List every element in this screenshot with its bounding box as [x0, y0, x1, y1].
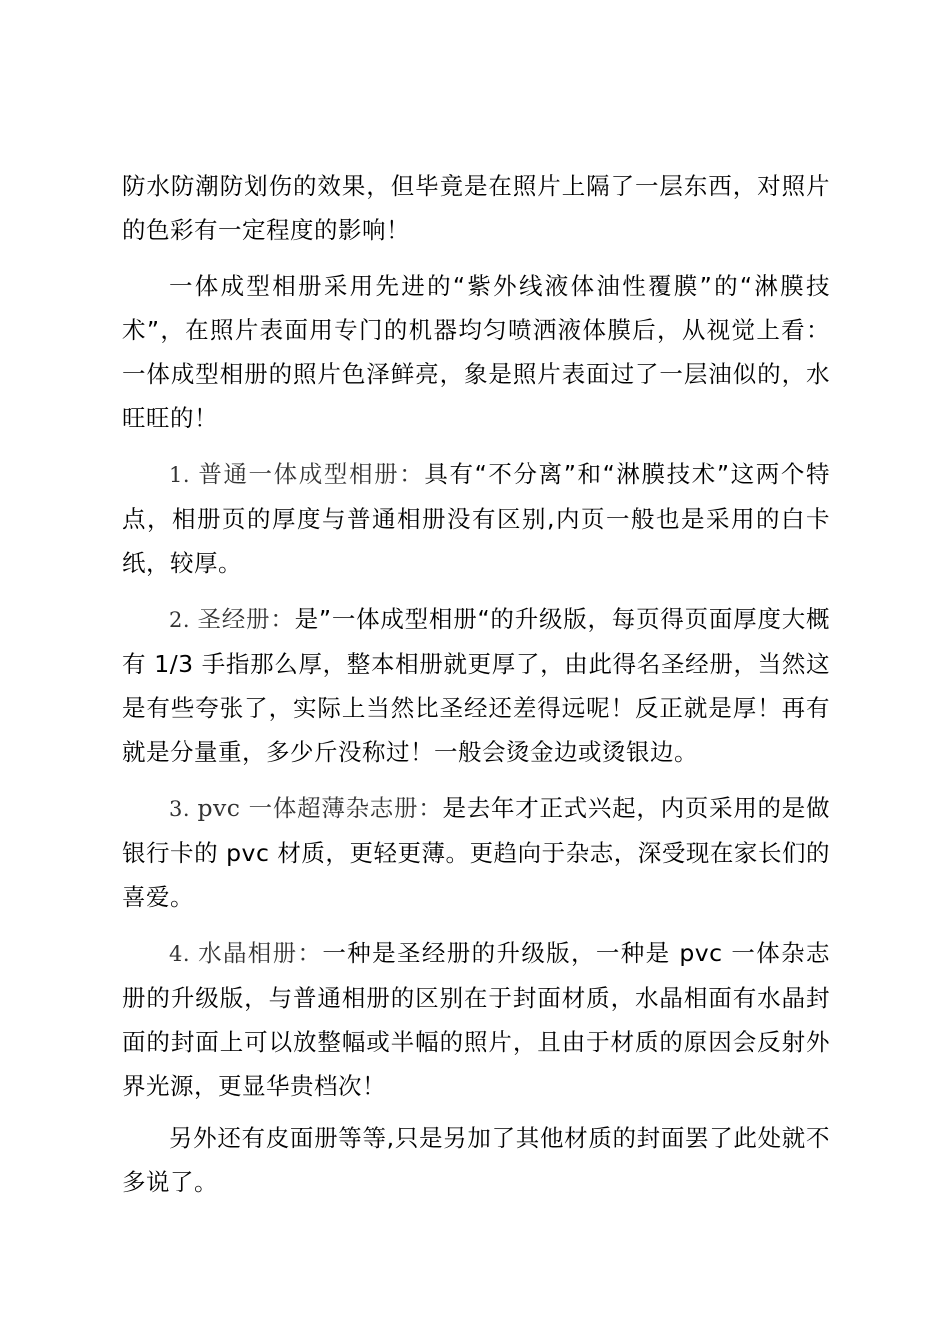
paragraph-text: 一体成型相册采用先进的“紫外线液体油性覆膜”的“淋膜技术”，在照片表面用专门的机器均匀喷洒液体膜后，从视觉上看：一体成型相册的照片色泽鲜亮，象是照片表面过了一层油似的，水旺旺的！ [122, 272, 830, 432]
list-item-lead: 普通一体成型相册： [198, 460, 425, 488]
list-item-number: 4. [169, 942, 199, 966]
list-item-number: 1. [169, 463, 199, 487]
list-item-crystal-album [122, 931, 830, 1108]
paragraph-other-albums [122, 1116, 830, 1204]
paragraph-text: 防水防潮防划伤的效果，但毕竟是在照片上隔了一层东西，对照片的色彩有一定程度的影响！ [122, 172, 830, 244]
paragraph-continuation [122, 164, 830, 252]
list-item-number: 3. [169, 797, 198, 821]
list-item-number: 2. [169, 608, 198, 632]
list-item-text: 是去年才正式兴起，内页采用的是做银行卡的 pvc 材质，更轻更薄。更趋向于杂志，深受现在家长们的喜爱。 [122, 794, 831, 911]
list-item-text: 是”一体成型相册“的升级版，每页得页面厚度大概有 1/3 手指那么厚，整本相册就更厚了，由此得名圣经册，当然这是有些夸张了，实际上当然比圣经还差得远呢！反正就是厚！再有就是分量重，多少斤没称过！一般会烫金边或烫银边。 [122, 605, 831, 766]
list-item-lead: pvc 一体超薄杂志册： [197, 794, 443, 822]
list-item-ordinary-album [122, 452, 830, 585]
list-item-text: 一种是圣经册的升级版，一种是 pvc 一体杂志册的升级版，与普通相册的区别在于封面材质，水晶相面有水晶封面的封面上可以放整幅或半幅的照片，且由于材质的原因会反射外界光源，更显华贵档次！ [122, 939, 831, 1100]
paragraph-text: 另外还有皮面册等等,只是另加了其他材质的封面罢了此处就不多说了。 [122, 1124, 830, 1196]
list-item-lead: 水晶相册： [198, 939, 323, 967]
document-body [122, 164, 830, 1216]
paragraph-lamination-technology [122, 264, 830, 440]
list-item-bible-album [122, 597, 830, 774]
list-item-pvc-album [122, 786, 830, 919]
list-item-lead: 圣经册： [197, 605, 295, 633]
list-item-text: 具有“不分离”和“淋膜技术”这两个特点，相册页的厚度与普通相册没有区别,内页一般也是采用的白卡纸，较厚。 [122, 460, 830, 577]
